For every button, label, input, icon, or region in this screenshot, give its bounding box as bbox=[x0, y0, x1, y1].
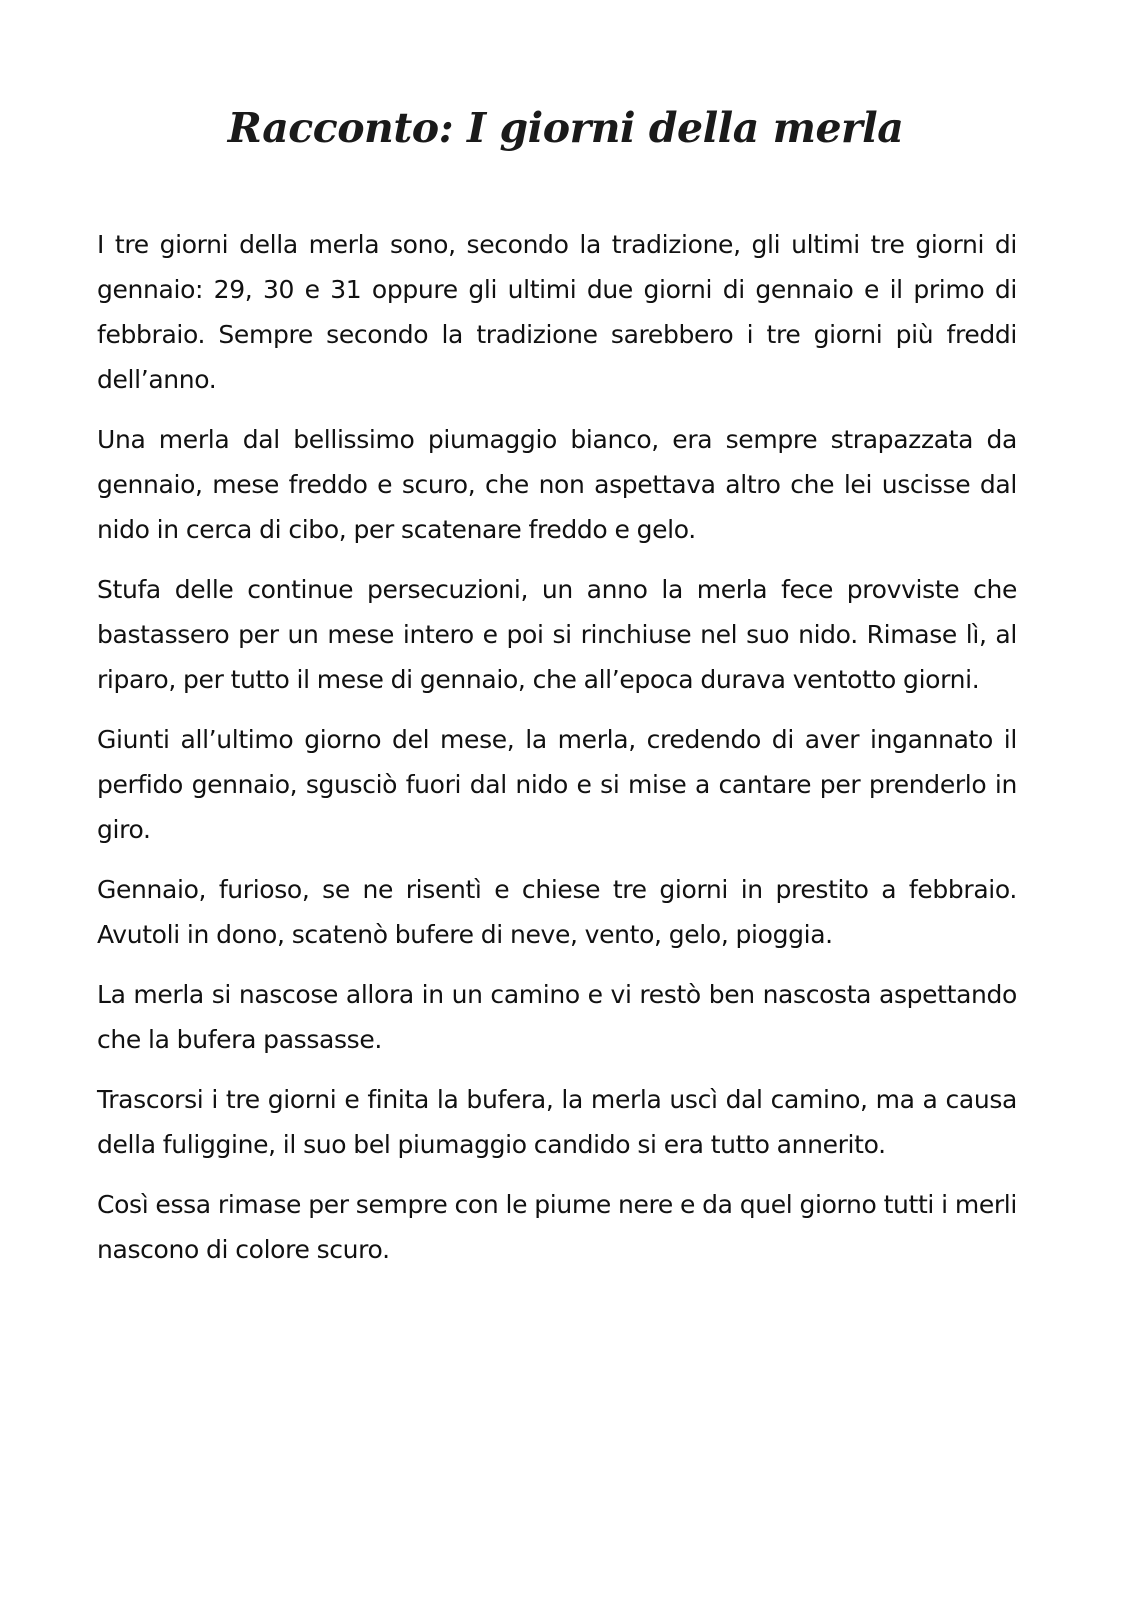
story-paragraph: La merla si nascose allora in un camino e vi restò ben nascosta aspettando che la bufera passasse. bbox=[97, 980, 1017, 1054]
story-paragraph: Stufa delle continue persecuzioni, un anno la merla fece provviste che bastassero per un mese intero e poi si rinchiuse nel suo nido. Rimase lì, al riparo, per tutto il mese di gennaio, che all’epoca durava ventotto giorni. bbox=[97, 575, 1017, 694]
story-paragraph: Gennaio, furioso, se ne risentì e chiese tre giorni in prestito a febbraio. Avutoli in dono, scatenò bufere di neve, vento, gelo, pioggia. bbox=[97, 875, 1017, 949]
story-title: Racconto: I giorni della merla bbox=[227, 104, 904, 152]
story-body bbox=[97, 222, 1017, 1287]
story-paragraph: I tre giorni della merla sono, secondo la tradizione, gli ultimi tre giorni di gennaio: 29, 30 e 31 oppure gli ultimi due giorni di gennaio e il primo di febbraio. Sempre secondo la tradizione sarebbero i tre giorni più freddi dell’anno. bbox=[97, 230, 1017, 394]
story-paragraph: Così essa rimase per sempre con le piume nere e da quel giorno tutti i merli nascono di colore scuro. bbox=[97, 1190, 1017, 1264]
story-paragraph: Giunti all’ultimo giorno del mese, la merla, credendo di aver ingannato il perfido gennaio, sgusciò fuori dal nido e si mise a cantare per prenderlo in giro. bbox=[97, 725, 1017, 844]
story-paragraph: Trascorsi i tre giorni e finita la bufera, la merla uscì dal camino, ma a causa della fuliggine, il suo bel piumaggio candido si era tutto annerito. bbox=[97, 1085, 1017, 1159]
story-paragraph: Una merla dal bellissimo piumaggio bianco, era sempre strapazzata da gennaio, mese freddo e scuro, che non aspettava altro che lei uscisse dal nido in cerca di cibo, per scatenare freddo e gelo. bbox=[97, 425, 1017, 544]
